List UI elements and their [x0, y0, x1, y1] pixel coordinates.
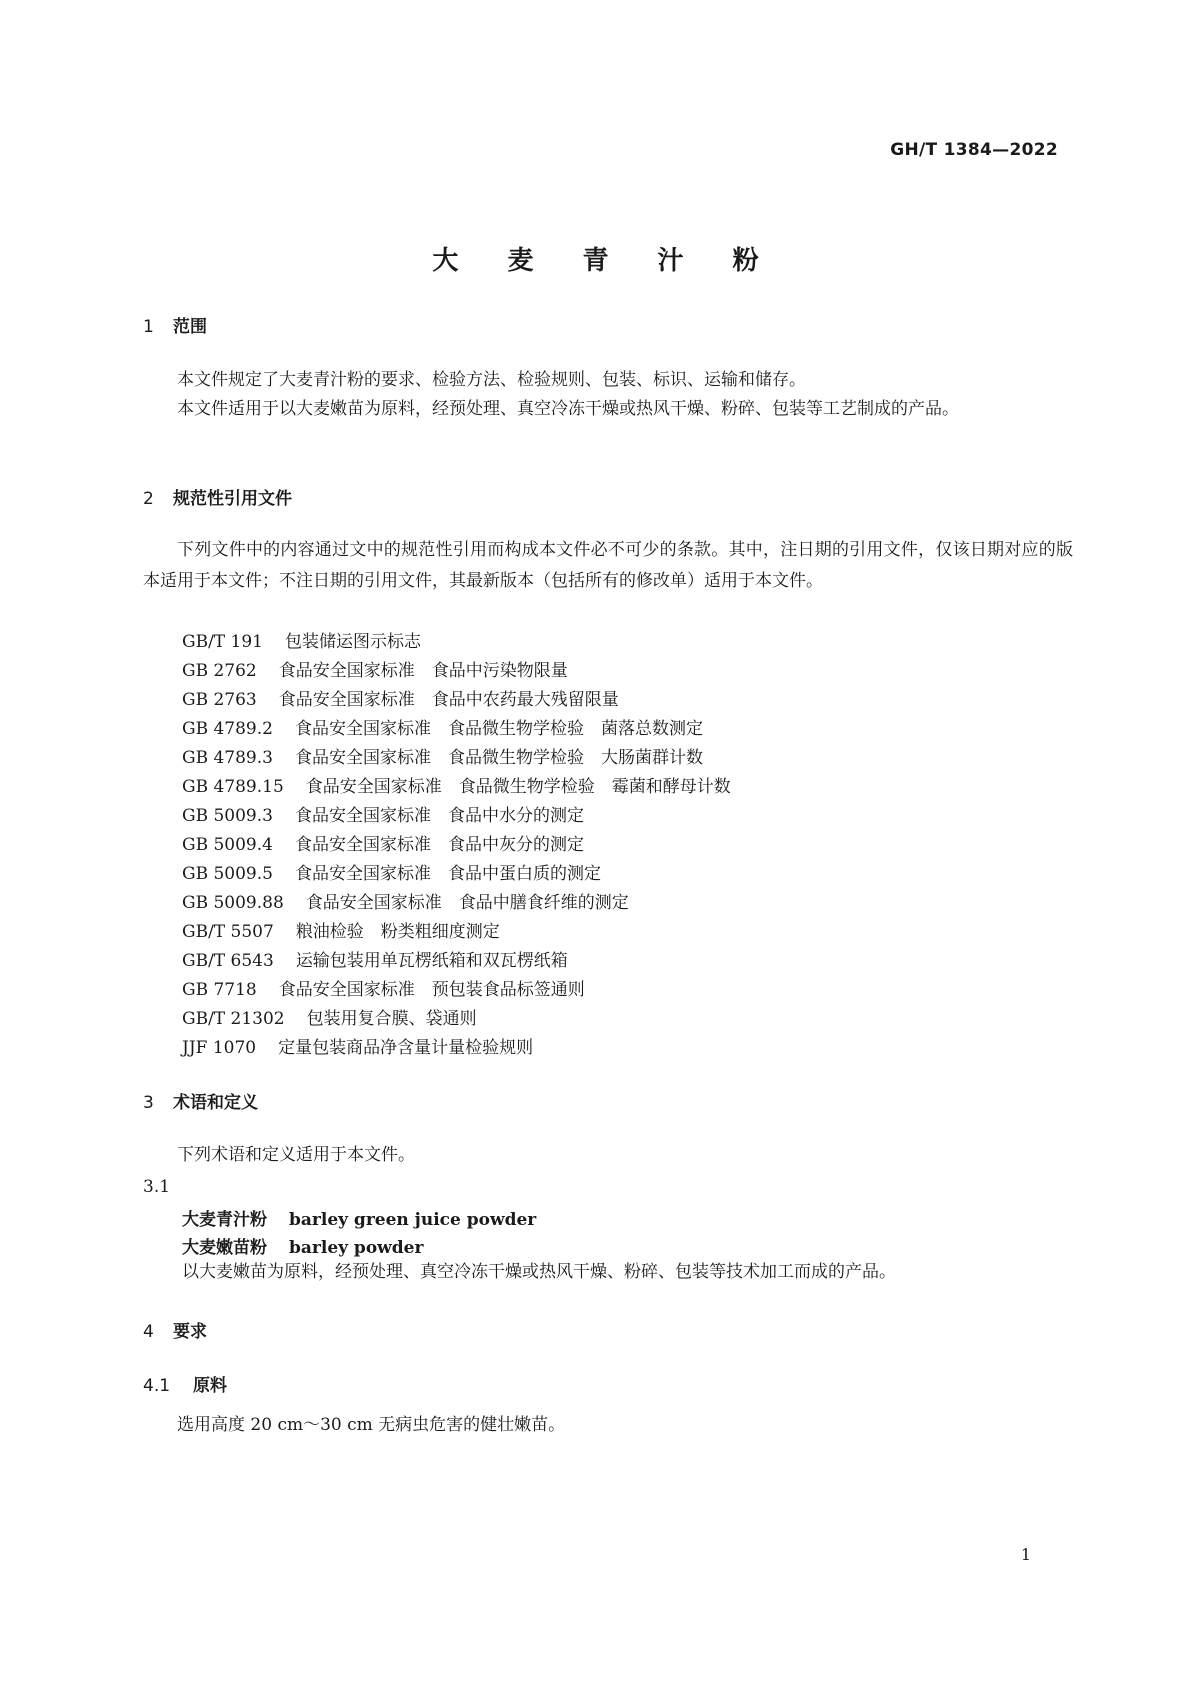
reference-code: GB 2762 — [182, 661, 257, 681]
reference-item — [182, 627, 421, 652]
section-number: 4 — [143, 1322, 154, 1342]
section-title: 规范性引用文件 — [173, 489, 292, 509]
reference-item — [182, 685, 619, 710]
section-title: 要求 — [173, 1322, 207, 1342]
standard-code: GH/T 1384—2022 — [890, 140, 1058, 160]
reference-item — [182, 1004, 477, 1029]
paragraph: 下列文件中的内容通过文中的规范性引用而构成本文件必不可少的条款。其中，注日期的引用文件，仅该日期对应的版本适用于本文件；不注日期的引用文件，其最新版本（包括所有的修改单）适用于本文件。 — [143, 540, 1073, 591]
term-definition: 以大麦嫩苗为原料，经预处理、真空冷冻干燥或热风干燥、粉碎、包装等技术加工而成的产品。 — [182, 1262, 896, 1282]
reference-title: 食品安全国家标准 食品微生物学检验 霉菌和酵母计数 — [305, 777, 731, 797]
subsection-4-1-heading — [143, 1371, 227, 1396]
reference-code: GB 5009.5 — [182, 864, 273, 884]
reference-code: GB 5009.88 — [182, 893, 284, 913]
reference-title: 包装用复合膜、袋通则 — [306, 1009, 477, 1029]
reference-code: GB 5009.4 — [182, 835, 273, 855]
paragraph: 下列术语和定义适用于本文件。 — [177, 1145, 415, 1165]
reference-code: GB/T 5507 — [182, 922, 274, 942]
reference-item — [182, 714, 703, 739]
reference-title: 食品安全国家标准 食品微生物学检验 菌落总数测定 — [294, 719, 703, 739]
reference-title: 定量包装商品净含量计量检验规则 — [278, 1038, 534, 1058]
reference-title: 食品安全国家标准 食品微生物学检验 大肠菌群计数 — [294, 748, 703, 768]
paragraph: 选用高度 20 cm～30 cm 无病虫危害的健壮嫩苗。 — [177, 1415, 566, 1435]
reference-title: 食品安全国家标准 预包装食品标签通则 — [278, 980, 585, 1000]
reference-item — [182, 946, 568, 971]
reference-item — [182, 772, 731, 797]
reference-title: 食品安全国家标准 食品中膳食纤维的测定 — [305, 893, 629, 913]
section-1-heading — [143, 312, 207, 337]
reference-code: GB 5009.3 — [182, 806, 273, 826]
section-number: 3 — [143, 1093, 154, 1113]
reference-title: 食品安全国家标准 食品中灰分的测定 — [294, 835, 584, 855]
reference-item — [182, 975, 585, 1000]
term-entry — [182, 1233, 423, 1258]
reference-item — [182, 830, 584, 855]
document-title: 大 麦 青 汁 粉 — [432, 246, 779, 276]
reference-item — [182, 801, 584, 826]
reference-item — [182, 859, 601, 884]
reference-title: 运输包装用单瓦楞纸箱和双瓦楞纸箱 — [295, 951, 568, 971]
subsection-number: 4.1 — [143, 1376, 171, 1396]
clause-number: 3.1 — [143, 1177, 171, 1197]
paragraph: 本文件适用于以大麦嫩苗为原料，经预处理、真空冷冻干燥或热风干燥、粉碎、包装等工艺制成的产品。 — [177, 399, 959, 419]
reference-title: 粮油检验 粉类粗细度测定 — [295, 922, 500, 942]
section-title: 范围 — [173, 317, 207, 337]
reference-item — [182, 743, 703, 768]
section-number: 2 — [143, 489, 154, 509]
reference-item — [182, 656, 568, 681]
term-chinese: 大麦青汁粉 — [182, 1210, 267, 1230]
term-english: barley powder — [289, 1238, 424, 1258]
reference-code: GB 4789.15 — [182, 777, 284, 797]
section-title: 术语和定义 — [173, 1093, 258, 1113]
section-2-heading — [143, 484, 292, 509]
reference-title: 食品安全国家标准 食品中污染物限量 — [278, 661, 568, 681]
reference-title: 食品安全国家标准 食品中农药最大残留限量 — [278, 690, 619, 710]
reference-title: 包装储运图示标志 — [285, 632, 421, 652]
reference-code: JJF 1070 — [182, 1038, 257, 1058]
subsection-title: 原料 — [193, 1376, 227, 1396]
reference-item — [182, 1033, 533, 1058]
page-number: 1 — [1020, 1545, 1031, 1564]
reference-code: GB 7718 — [182, 980, 257, 1000]
reference-code: GB 4789.2 — [182, 719, 273, 739]
section-4-heading — [143, 1317, 207, 1342]
reference-code: GB/T 191 — [182, 632, 263, 652]
reference-item — [182, 917, 500, 942]
reference-code: GB/T 6543 — [182, 951, 274, 971]
reference-title: 食品安全国家标准 食品中蛋白质的测定 — [294, 864, 601, 884]
section-number: 1 — [143, 317, 154, 337]
reference-code: GB 2763 — [182, 690, 257, 710]
reference-code: GB 4789.3 — [182, 748, 273, 768]
reference-code: GB/T 21302 — [182, 1009, 285, 1029]
term-chinese: 大麦嫩苗粉 — [182, 1238, 267, 1258]
term-english: barley green juice powder — [289, 1210, 537, 1230]
section-3-heading — [143, 1088, 258, 1113]
paragraph: 本文件规定了大麦青汁粉的要求、检验方法、检验规则、包装、标识、运输和储存。 — [177, 370, 806, 390]
term-entry — [182, 1205, 536, 1230]
reference-title: 食品安全国家标准 食品中水分的测定 — [294, 806, 584, 826]
reference-item — [182, 888, 629, 913]
